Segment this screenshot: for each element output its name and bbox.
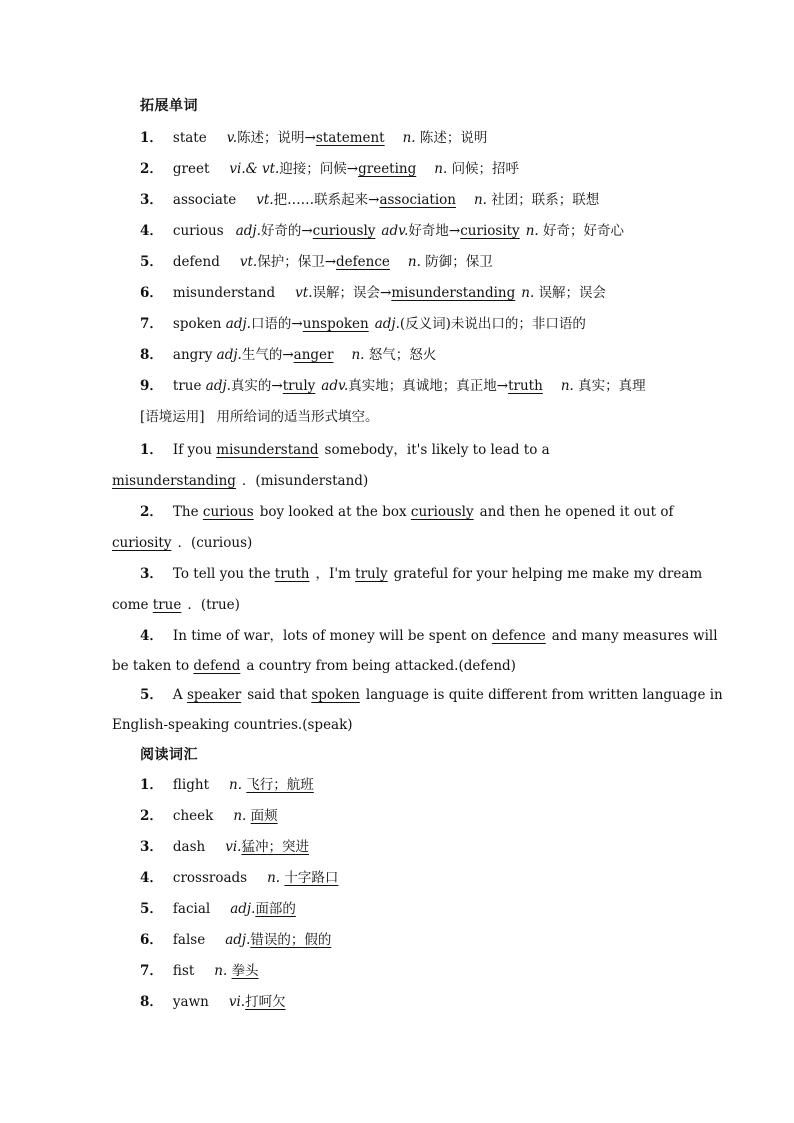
part-of-speech: n. [473,192,487,208]
vocab-item [140,376,704,396]
part-of-speech: adj. [230,901,256,917]
definition: 把……联系起来→ [273,192,380,208]
answer-blank: greeting [358,161,417,177]
sentence-text: ．(true) [187,597,240,613]
vocab-item [140,314,704,334]
item-number: 5． [140,687,163,703]
answer-blank: misunderstanding [112,473,236,489]
part-of-speech: n. [233,808,247,824]
exercise-q5-line2 [112,715,704,735]
answer-blank: curiosity [460,223,520,239]
definition: 陈述；说明→ [237,130,316,146]
answer-blank: association [379,192,456,208]
sentence-text: somebody，it's likely to lead to a [324,442,550,458]
definition: 好奇地→ [408,223,461,239]
item-number: 1． [140,130,163,146]
definition: 生气的→ [241,347,294,363]
headword: facial [172,901,211,917]
answer-blank: true [152,597,182,613]
item-number: 2． [140,161,163,177]
headword: false [172,932,206,948]
answer-blank: statement [315,130,385,146]
reading-vocab-item [140,961,704,981]
sentence-text: a country from being attacked.(defend) [246,658,516,674]
reading-vocab-item [140,899,704,919]
answer-blank: curiosity [112,535,172,551]
sentence-text: In time of war，lots of money will be spent on [172,628,488,644]
sentence-text: ，I'm [315,566,351,582]
exercise-q1-line1 [140,440,704,460]
definition: 误解；误会→ [312,285,392,301]
answer-blank: 十字路口 [284,870,339,886]
item-number: 5． [140,254,163,270]
answer-blank: unspoken [302,316,369,332]
answer-blank: truth [508,378,543,394]
item-number: 4． [140,223,163,239]
headword: yawn [172,994,209,1010]
part-of-speech: n. [229,777,242,793]
headword: associate [172,192,237,208]
headword: greet [172,161,210,177]
part-of-speech: vt. [295,285,313,301]
context-instruction: 用所给词的适当形式填空。 [216,409,379,425]
sentence-text: be taken to [112,658,190,674]
context-heading [140,407,704,427]
definition: 误解；误会 [538,285,607,301]
part-of-speech: adj. [216,347,242,363]
reading-vocab-item [140,806,704,826]
item-number: 8． [140,994,163,1010]
headword: defend [172,254,220,270]
headword: misunderstand [172,285,276,301]
part-of-speech: n. [434,161,448,177]
definition: 真实地；真诚地；真正地→ [348,378,509,394]
definition: 迎接；问候→ [279,161,359,177]
definition: 口语的→ [250,316,303,332]
exercise-q3-line1 [140,564,704,584]
item-number: 1． [140,777,163,793]
vocab-item [140,159,704,179]
sentence-text: said that [247,687,308,703]
part-of-speech: n. [560,378,574,394]
sentence-text: and many measures will [551,628,718,644]
headword: angry [172,347,213,363]
sentence-text: The [172,504,199,520]
answer-blank: truth [274,566,310,582]
answer-blank: truly [355,566,388,582]
part-of-speech: adj. [225,316,251,332]
part-of-speech: n. [267,870,281,886]
item-number: 4． [140,870,163,886]
item-number: 7． [140,316,163,332]
item-number: 2． [140,808,163,824]
headword: spoken [172,316,222,332]
answer-blank: 面部的 [255,901,296,917]
exercise-q5-line1 [140,685,723,705]
exercise-q1-line2 [112,471,704,491]
definition: 好奇；好奇心 [542,223,624,239]
part-of-speech: adj. [205,378,231,394]
definition: 防御；保卫 [425,254,493,270]
answer-blank: 打呵欠 [245,994,286,1010]
context-label: [语境运用] [140,409,205,425]
headword: flight [172,777,209,793]
part-of-speech: vi. [225,839,242,855]
headword: crossroads [172,870,248,886]
headword: state [172,130,207,146]
headword: true [172,378,202,394]
part-of-speech: adj. [225,932,251,948]
definition: (反义词)未说出口的；非口语的 [399,316,586,332]
part-of-speech: n. [351,347,365,363]
answer-blank: truly [282,378,316,394]
definition: 问候；招呼 [451,161,520,177]
answer-blank: curiously [312,223,376,239]
definition: 真实；真理 [578,378,646,394]
exercise-q3-line2 [112,595,704,615]
part-of-speech: vt. [256,192,274,208]
item-number: 2． [140,504,163,520]
vocab-item [140,283,704,303]
answer-blank: defence [336,254,390,270]
answer-blank: curious [202,504,254,520]
answer-blank: anger [293,347,334,363]
definition: 保护；保卫→ [257,254,337,270]
part-of-speech: n. [402,130,416,146]
exercise-q4-line1 [140,626,718,646]
definition: 怒气；怒火 [368,347,437,363]
reading-vocab-item [140,992,704,1012]
item-number: 6． [140,932,163,948]
vocab-item [140,221,704,241]
sentence-text: and then he opened it out of [479,504,674,520]
answer-blank: 猛冲；突进 [241,839,309,855]
part-of-speech: adj. [235,223,261,239]
item-number: 6． [140,285,163,301]
item-number: 3． [140,839,163,855]
exercise-q2-line2 [112,533,704,553]
exercise-q2-line1 [140,502,704,522]
answer-blank: 飞行；航班 [246,777,314,793]
reading-vocab-item [140,868,704,888]
part-of-speech: vt. [239,254,258,270]
part-of-speech: vi. [228,994,246,1010]
item-number: 9． [140,378,163,394]
reading-vocab-item [140,930,704,950]
answer-blank: 面颊 [250,808,278,824]
item-number: 1． [140,442,163,458]
exercise-q4-line2 [112,656,704,676]
section-title-extended-words: 拓展单词 [140,98,198,114]
vocab-item [140,190,704,210]
answer-blank: curiously [410,504,474,520]
answer-blank: 错误的；假的 [250,932,332,948]
headword: fist [172,963,195,979]
headword: dash [172,839,206,855]
definition: 陈述；说明 [419,130,488,146]
headword: curious [172,223,224,239]
definition: 好奇的→ [260,223,313,239]
part-of-speech: n. [407,254,421,270]
item-number: 5． [140,901,163,917]
definition: 真实的→ [230,378,283,394]
item-number: 4． [140,628,163,644]
part-of-speech: adv. [321,378,349,394]
part-of-speech: v. [226,130,238,146]
answer-blank: 拳头 [231,963,259,979]
sentence-text: A [172,687,183,703]
item-number: 7． [140,963,163,979]
vocab-item [140,252,704,272]
answer-blank: speaker [186,687,242,703]
sentence-text: grateful for your helping me make my dream [393,566,703,582]
answer-blank: defend [193,658,241,674]
reading-vocab-item [140,775,704,795]
sentence-text: ．(curious) [177,535,253,551]
answer-blank: misunderstand [216,442,319,458]
vocab-item [140,128,704,148]
sentence-text: language is quite different from written language in [365,687,723,703]
part-of-speech: n. [214,963,228,979]
section-title-reading-vocab: 阅读词汇 [140,747,198,763]
reading-vocab-item [140,837,704,857]
part-of-speech: n. [521,285,535,301]
item-number: 8． [140,347,163,363]
item-number: 3． [140,566,163,582]
headword: cheek [172,808,214,824]
sentence-text: To tell you the [172,566,271,582]
sentence-text: boy looked at the box [259,504,407,520]
item-number: 3． [140,192,163,208]
answer-blank: defence [491,628,546,644]
part-of-speech: n. [525,223,539,239]
definition: 社团；联系；联想 [491,192,600,208]
part-of-speech: adv. [381,223,409,239]
part-of-speech: adj. [374,316,400,332]
vocab-item [140,345,704,365]
sentence-text: English-speaking countries.(speak) [112,717,353,733]
answer-blank: misunderstanding [391,285,516,301]
part-of-speech: vi.& vt. [229,161,280,177]
sentence-text: ．(misunderstand) [241,473,369,489]
sentence-text: If you [172,442,212,458]
answer-blank: spoken [311,687,360,703]
sentence-text: come [112,597,149,613]
